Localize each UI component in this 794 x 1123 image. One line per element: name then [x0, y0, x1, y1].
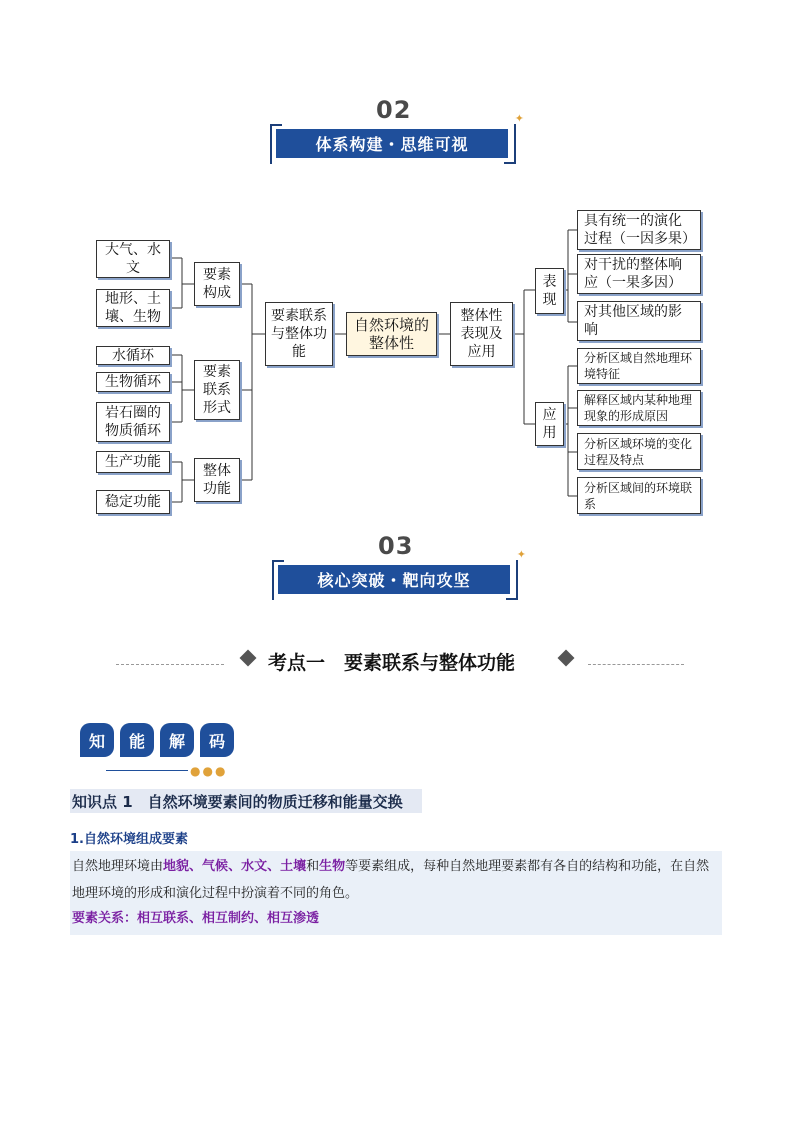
knowledge-point-title: 知识点 1 自然环境要素间的物质迁移和能量交换 — [70, 789, 422, 813]
keyword-sep: 、 — [267, 859, 281, 874]
section-number-03: 03 — [378, 532, 414, 560]
section-banner-03 — [272, 548, 526, 600]
leaf-explain-phenomena: 解释区域内某种地理现象的形成原因 — [577, 390, 701, 426]
leaf-landform-soil-biology: 地形、土壤、生物 — [96, 289, 170, 327]
badge-neng: 能 — [120, 723, 154, 757]
leaf-production-function: 生产功能 — [96, 451, 170, 473]
badge-underline — [106, 770, 188, 771]
paragraph — [72, 853, 722, 907]
sparkle-icon: ✦ — [516, 548, 526, 561]
para-text: 等要素组成，每种自然地理要素都有各自的结构和功能，在自然地理环境的形成和演化过程中扮演着不同的角色。 — [72, 859, 710, 901]
element-relation: 要素关系：相互联系、相互制约、相互渗透 — [72, 911, 320, 926]
kaodian-title: 考点一 要素联系与整体功能 — [268, 652, 516, 674]
keyword-biology: 生物 — [319, 859, 346, 874]
section-title-03: 核心突破・靶向攻坚 — [278, 565, 510, 594]
keyword-landform: 地貌 — [163, 859, 190, 874]
keyword-climate: 气候 — [202, 859, 229, 874]
leaf-lithosphere-cycle: 岩石圈的物质循环 — [96, 402, 170, 442]
leaf-biological-cycle: 生物循环 — [96, 372, 170, 392]
section-number-02: 02 — [376, 96, 412, 124]
divider-left — [116, 664, 224, 665]
leaf-atmosphere-hydrology: 大气、水文 — [96, 240, 170, 278]
group-performance: 表现 — [535, 268, 564, 314]
group-overall-function: 整体功能 — [194, 458, 240, 502]
dots-icon: ●●● — [190, 764, 228, 778]
para-text: 和 — [306, 859, 320, 874]
node-linkage-and-function: 要素联系与整体功能 — [265, 302, 333, 366]
group-application: 应用 — [535, 402, 564, 446]
subsection-title: 1.自然环境组成要素 — [70, 832, 188, 847]
node-center-integrity: 自然环境的整体性 — [346, 312, 437, 356]
leaf-water-cycle: 水循环 — [96, 346, 170, 365]
leaf-analyze-change: 分析区域环境的变化过程及特点 — [577, 433, 701, 470]
group-element-composition: 要素构成 — [194, 262, 240, 306]
leaf-overall-response: 对干扰的整体响应（一果多因） — [577, 254, 701, 294]
para-text: 自然地理环境由 — [72, 859, 164, 874]
badge-ma: 码 — [200, 723, 234, 757]
keyword-sep: 、 — [189, 859, 203, 874]
keyword-soil: 土壤 — [280, 859, 307, 874]
leaf-analyze-connections: 分析区域间的环境联系 — [577, 477, 701, 514]
keyword-hydrology: 水文 — [241, 859, 268, 874]
badge-zhi: 知 — [80, 723, 114, 757]
group-element-linkage: 要素联系形式 — [194, 360, 240, 420]
sparkle-icon: ✦ — [514, 112, 524, 125]
keyword-sep: 、 — [228, 859, 242, 874]
node-performance-application: 整体性表现及应用 — [450, 302, 513, 366]
leaf-influence-other-regions: 对其他区域的影响 — [577, 301, 701, 341]
section-title-02: 体系构建・思维可视 — [276, 129, 508, 158]
leaf-unified-evolution: 具有统一的演化过程（一因多果） — [577, 210, 701, 250]
badge-jie: 解 — [160, 723, 194, 757]
leaf-analyze-features: 分析区域自然地理环境特征 — [577, 348, 701, 384]
divider-right — [588, 664, 684, 665]
leaf-stability-function: 稳定功能 — [96, 490, 170, 514]
